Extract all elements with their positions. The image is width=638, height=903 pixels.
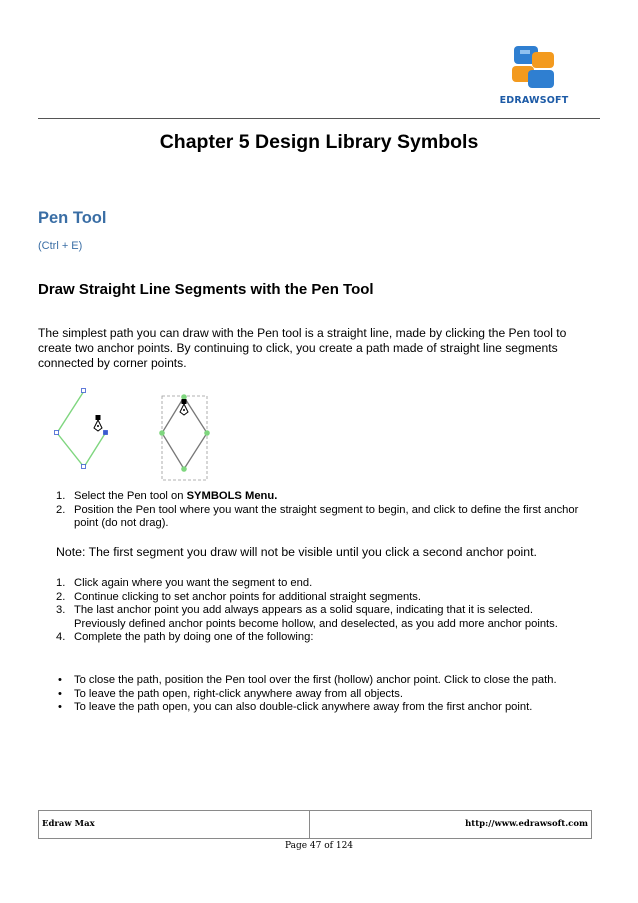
list-item <box>56 631 586 645</box>
list-number: 1. <box>56 577 66 589</box>
steps-list-b <box>56 577 586 645</box>
bullet-icon: • <box>58 701 62 713</box>
bullet-icon: • <box>58 674 62 686</box>
list-text: Position the Pen tool where you want the straight segment to begin, and click to define the first anchor point (do not drag). <box>74 503 579 529</box>
logo-mark-icon <box>498 42 570 94</box>
list-text: Click again where you want the segment to end. <box>74 577 313 589</box>
list-item <box>56 701 586 715</box>
note-text: Note: The first segment you draw will not be visible until you click a second anchor point. <box>56 545 537 559</box>
list-item <box>56 688 586 702</box>
open-path-example <box>55 389 108 469</box>
pen-tool-figure <box>52 386 222 482</box>
list-number: 1. <box>56 490 66 502</box>
list-number: 2. <box>56 590 66 603</box>
pen-tool-shortcut: (Ctrl + E) <box>38 240 83 252</box>
bullet-list <box>56 674 586 715</box>
list-number: 4. <box>56 631 66 643</box>
footer-url[interactable]: http://www.edrawsoft.com <box>465 819 588 829</box>
intro-paragraph: The simplest path you can draw with the Pen tool is a straight line, made by clicking the Pen tool to create two anchor points. By continuing to click, you create a path made of straight line segments connected by corner points. <box>38 326 567 371</box>
section-heading: Draw Straight Line Segments with the Pen Tool <box>38 281 374 298</box>
chapter-title: Chapter 5 Design Library Symbols <box>159 131 479 153</box>
edrawsoft-logo <box>498 42 570 108</box>
list-item <box>56 504 586 531</box>
footer-table <box>38 810 592 839</box>
list-item <box>56 674 586 688</box>
header-rule <box>38 118 600 119</box>
list-item <box>56 577 586 591</box>
pen-tool-heading: Pen Tool <box>38 209 107 227</box>
list-item <box>56 604 586 631</box>
list-number: 3. <box>56 604 66 616</box>
page-number: Page 47 of 124 <box>284 841 354 851</box>
list-text: To leave the path open, you can also double-click anywhere away from the first anchor point. <box>74 701 533 713</box>
list-text: Continue clicking to set anchor points for additional straight segments. <box>74 590 422 603</box>
list-item <box>56 591 586 605</box>
list-item <box>56 490 586 504</box>
list-text: To close the path, position the Pen tool over the first (hollow) anchor point. Click to close the path. <box>74 674 557 686</box>
pen-nib-icon <box>94 415 102 431</box>
list-text: Complete the path by doing one of the following: <box>74 631 314 643</box>
closed-path-example <box>159 394 210 480</box>
list-bold-text: SYMBOLS Menu. <box>186 490 278 502</box>
bullet-icon: • <box>58 687 62 700</box>
list-text: To leave the path open, right-click anywhere away from all objects. <box>74 687 403 700</box>
list-number: 2. <box>56 503 66 516</box>
logo-text: EDRAWSOFT <box>499 95 569 106</box>
list-text: The last anchor point you add always appears as a solid square, indicating that it is selected. Previously defined anchor points become hollow, and deselected, as you add more anchor points. <box>74 604 558 630</box>
steps-list-a <box>56 490 586 531</box>
footer-product: Edraw Max <box>39 811 310 838</box>
list-text: Select the Pen tool on <box>74 490 187 502</box>
